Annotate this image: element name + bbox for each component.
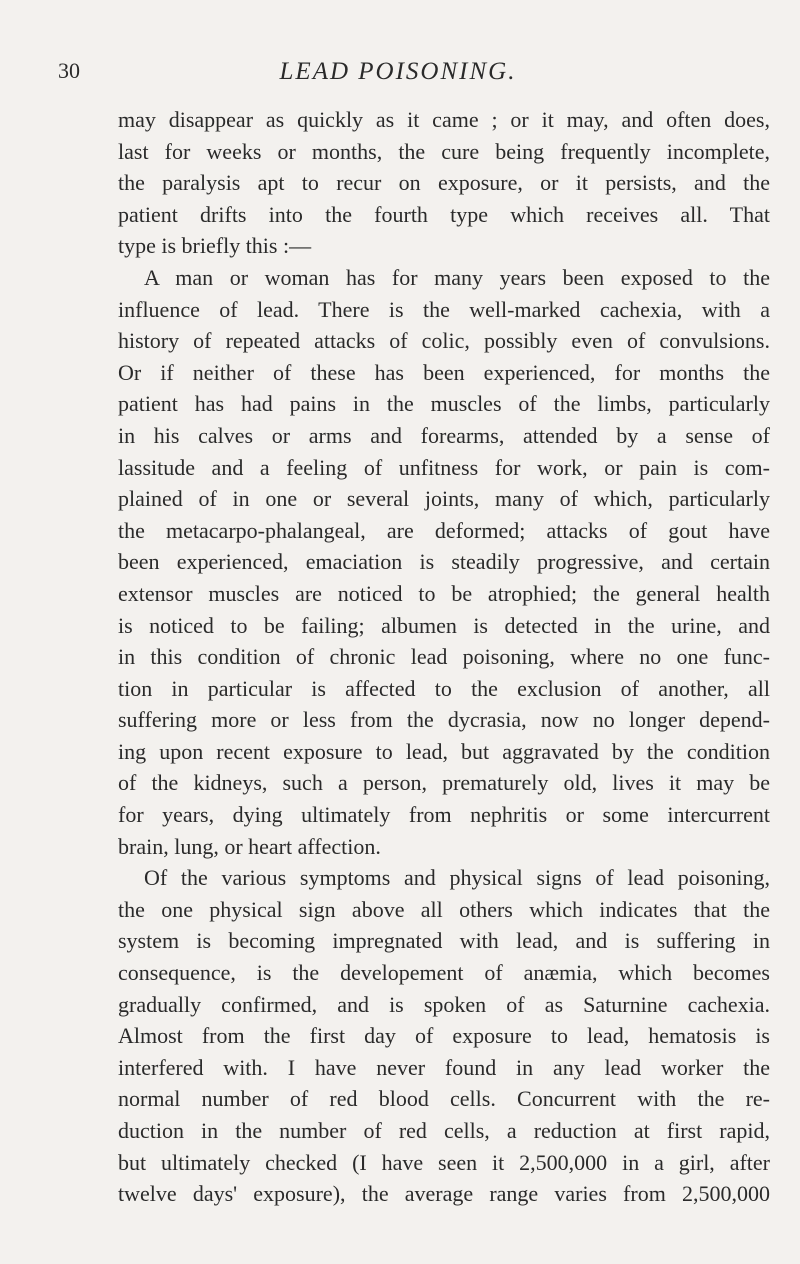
text-line: the one physical sign above all others which indicates that the [118,896,770,922]
text-line: last for weeks or months, the cure being frequently incomplete, [118,138,770,164]
text-line: may disappear as quickly as it came ; or it may, and often does, [118,107,770,132]
text-line: gradually confirmed, and is spoken of as Saturnine cachexia. [118,991,770,1017]
paragraph-3 [118,862,770,1210]
text-line: plained of in one or several joints, many of which, particularly [118,486,770,512]
text-line: Of the various symptoms and physical signs of lead poisoning, [144,865,770,891]
text-line: Almost from the first day of exposure to lead, hematosis is [118,1023,770,1049]
text-line: interfered with. I have never found in any lead worker the [118,1054,770,1080]
text-line: normal number of red blood cells. Concurrent with the re- [118,1086,770,1112]
text-line: type is briefly this :— [118,233,312,259]
text-line: history of repeated attacks of colic, possibly even of convulsions. [118,328,770,354]
running-head [58,58,738,90]
text-line: for years, dying ultimately from nephritis or some intercurrent [118,802,770,828]
body-text [118,104,770,1210]
text-line: suffering more or less from the dycrasia, now no longer depend- [118,707,770,733]
text-line: of the kidneys, such a person, prematurely old, lives it may be [118,770,770,796]
text-line: in this condition of chronic lead poisoning, where no one func- [118,644,770,670]
text-line: brain, lung, or heart affection. [118,833,381,859]
text-line: the metacarpo-phalangeal, are deformed; attacks of gout have [118,517,770,543]
text-line: patient drifts into the fourth type which receives all. That [118,201,770,227]
text-line: tion in particular is affected to the exclusion of another, all [118,675,770,701]
text-line: is noticed to be failing; albumen is detected in the urine, and [118,612,770,638]
text-line: Or if neither of these has been experienced, for months the [118,359,770,385]
text-line: extensor muscles are noticed to be atrophied; the general health [118,580,770,606]
text-line: consequence, is the developement of anæmia, which becomes [118,960,770,986]
text-line: been experienced, emaciation is steadily progressive, and certain [118,549,770,575]
paragraph-2 [118,262,770,862]
paragraph-1 [118,104,770,262]
text-line: patient has had pains in the muscles of the limbs, particularly [118,391,770,417]
page-number: 30 [58,58,80,83]
text-line: A man or woman has for many years been exposed to the [144,264,770,290]
text-line: influence of lead. There is the well-marked cachexia, with a [118,296,770,322]
text-line: but ultimately checked (I have seen it 2,500,000 in a girl, after [118,1149,770,1175]
text-line: duction in the number of red cells, a reduction at first rapid, [118,1118,770,1143]
text-line: the paralysis apt to recur on exposure, or it persists, and the [118,170,770,196]
text-line: lassitude and a feeling of unfitness for work, or pain is com- [118,454,770,480]
text-line: in his calves or arms and forearms, attended by a sense of [118,422,770,448]
text-line: ing upon recent exposure to lead, but aggravated by the condition [118,738,770,764]
text-line: system is becoming impregnated with lead, and is suffering in [118,928,770,954]
running-title: LEAD POISONING. [279,58,517,85]
text-line: twelve days' exposure), the average range varies from 2,500,000 [118,1181,770,1207]
